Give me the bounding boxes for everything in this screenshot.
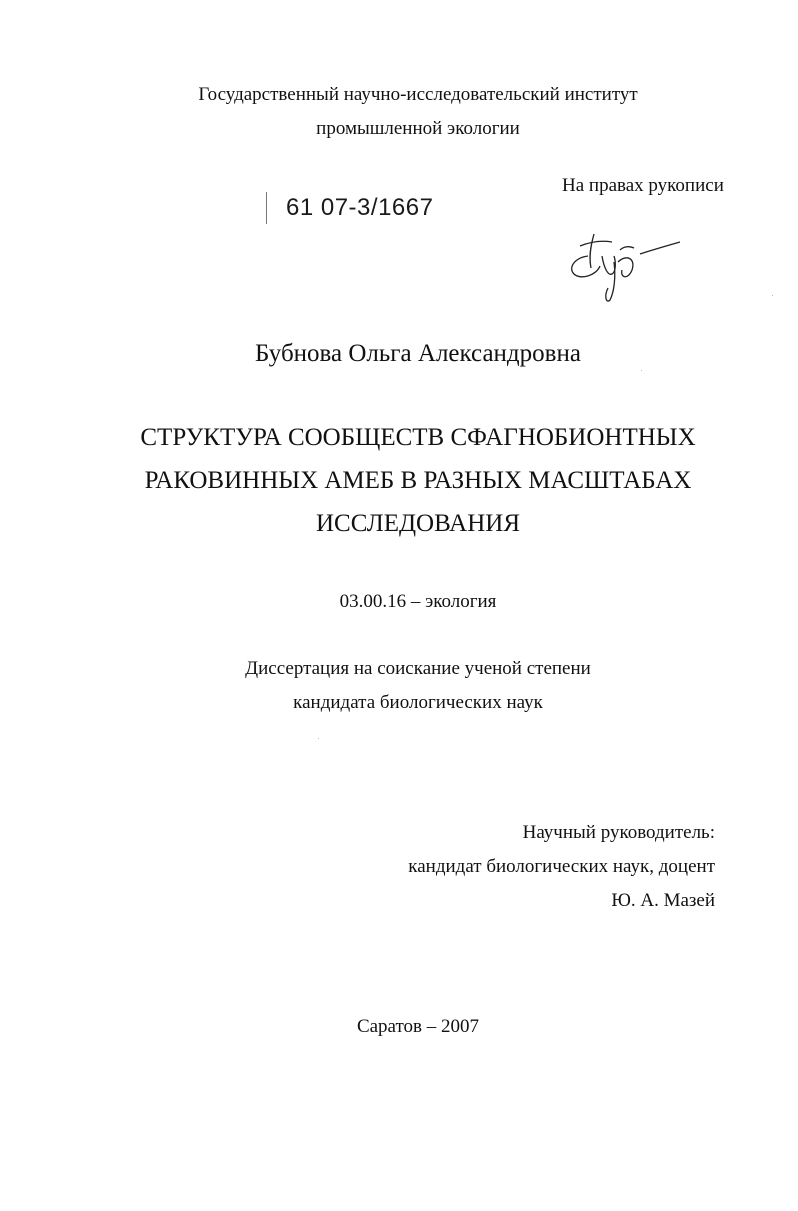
degree-line-1: Диссертация на соискание ученой степени — [245, 658, 591, 679]
scan-speck — [641, 370, 642, 371]
degree-line-2: кандидата биологических наук — [293, 692, 543, 713]
manuscript-rights-note: На правах рукописи — [562, 175, 724, 196]
scan-speck — [318, 738, 319, 739]
author-name: Бубнова Ольга Александровна — [255, 340, 581, 367]
specialty-code: 03.00.16 – экология — [339, 591, 497, 612]
supervisor-rank: кандидат биологических наук, доцент — [408, 856, 715, 877]
scan-speck — [772, 295, 773, 296]
supervisor-name: Ю. А. Мазей — [611, 890, 715, 911]
institute-block — [0, 78, 798, 146]
title-line-3: ИССЛЕДОВАНИЯ — [315, 510, 521, 537]
title-line-2: РАКОВИННЫХ АМЕБ В РАЗНЫХ МАСШТАБАХ — [144, 467, 692, 494]
institute-name-continued: промышленной экологии — [316, 118, 520, 139]
supervisor-label: Научный руководитель: — [522, 822, 715, 843]
degree-block — [0, 652, 798, 720]
library-stamp-code: 61 07-3/1667 — [286, 194, 434, 221]
title-line-1: СТРУКТУРА СООБЩЕСТВ СФАГНОБИОНТНЫХ — [140, 424, 696, 451]
city-year: Саратов – 2007 — [356, 1016, 480, 1037]
institute-name: Государственный научно-исследовательский институт — [198, 84, 638, 105]
handwritten-signature — [560, 228, 690, 308]
stamp-divider — [266, 192, 267, 224]
dissertation-title — [0, 416, 798, 545]
supervisor-block — [315, 816, 715, 918]
